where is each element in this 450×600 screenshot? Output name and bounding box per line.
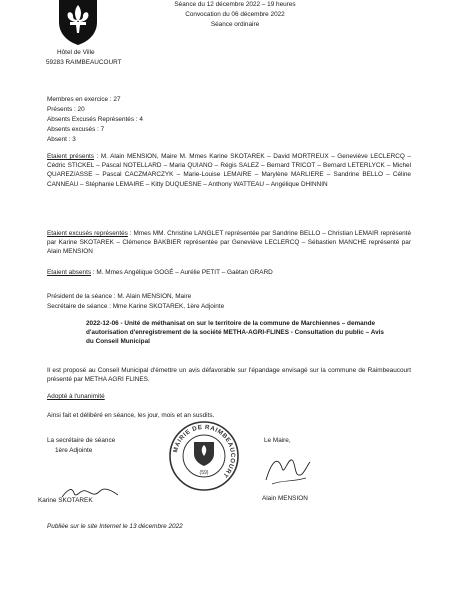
session-type: Séance ordinaire — [210, 21, 260, 28]
present-paragraph — [47, 152, 411, 189]
stamp-text: MAIRIE DE RAIMBEAUCOURT — [172, 423, 237, 480]
excused-paragraph — [47, 229, 411, 257]
mayor-signature — [262, 450, 312, 490]
session-secretary: Secrétaire de séance : Mme Karine SKOTAREK, 1ère Adjointe — [47, 303, 225, 310]
secretary-title: La secrétaire de séance — [47, 437, 116, 444]
town-hall-label: Hôtel de Ville — [57, 49, 95, 56]
mayor-title: Le Maire, — [264, 437, 291, 444]
absent-label: Etaient absents — [47, 269, 92, 276]
official-stamp — [168, 420, 240, 492]
absent-paragraph — [47, 268, 411, 277]
count-excused-represented: Absents Excusés Représentés : 4 — [47, 116, 143, 123]
deliberation-subject: 2022-12-06 - Unité de méthanisat on sur le territoire de la commune de Marchiennes – demande d'autorisation d'enregistrement de la société METHA-AGRI-FLINES - Consultation du public – Avis du Conseil Municipal — [86, 320, 384, 346]
deliberation-body: Il est proposé au Conseil Municipal d'émettre un avis défavorable sur l'épandage envisagé sur la commune de Raimbeaucourt présenté par METHA AGRI FLINES. — [47, 367, 411, 384]
count-present: Présents : 20 — [47, 106, 85, 113]
secretary-role: 1ère Adjointe — [55, 447, 93, 454]
publication-footer: Publiée sur le site Internet le 13 décembre 2022 — [47, 523, 183, 530]
secretary-name: Karine SKOTAREK — [38, 497, 93, 504]
adoption-status: Adopté à l'unanimité — [47, 393, 105, 400]
count-absent: Absent : 3 — [47, 136, 76, 143]
excused-label: Etaient excusés représentés — [47, 230, 128, 237]
absent-list: : M. Mmes Angélique GOGÉ – Aurélie PETIT – Gaëtan GRARD — [91, 269, 273, 276]
excused-list: : Mmes MM. Christine LANGLET représentée par Sandrine BELLO – Christian LEMAIR représenté par Karine SKOTAREK – Clémence BAKBIER représentée par Geneviève LECLERCQ – Sébastien MANCHE représenté par Alain MENSION — [47, 230, 412, 256]
coat-of-arms-logo — [57, 0, 99, 46]
count-excused: Absents excusés : 7 — [47, 126, 105, 133]
closing-statement: Ainsi fait et délibéré en séance, les jour, mois et an susdits. — [47, 412, 215, 419]
convocation-date: Convocation du 06 décembre 2022 — [185, 11, 285, 18]
session-president: Président de la séance : M. Alain MENSION, Maire — [47, 293, 192, 300]
present-list: : M. Alain MENSION, Maire M. Mmes Karine SKOTAREK – David MORTREUX – Geneviève LECLERCQ – Cédric STICKEL – Pascal NOTELLARD – Maria QUIANO – Régis SALEZ – Bernard TRICOT – Bernard LETERLYCK – Michel QUAREZ/ASSE – Pascal CACZMARCZYK – Marie-Louise LEMAIRE – Marylène MARLIERE – Sandrine BELLO – Céline CANNEAU – Stéphanie LEMAIRE – Kitty DUQUESNE – Anthony WATTEAU – Angélique DHINNIN — [47, 153, 411, 188]
present-label: Etaient présents — [47, 153, 94, 160]
mayor-name: Alain MENSION — [262, 495, 308, 502]
stamp-code: (59) — [199, 470, 209, 476]
town-address: 59283 RAIMBEAUCOURT — [46, 59, 122, 66]
session-date: Séance du 12 décembre 2022 – 19 heures — [174, 1, 296, 8]
count-members: Membres en exercice : 27 — [47, 96, 121, 103]
